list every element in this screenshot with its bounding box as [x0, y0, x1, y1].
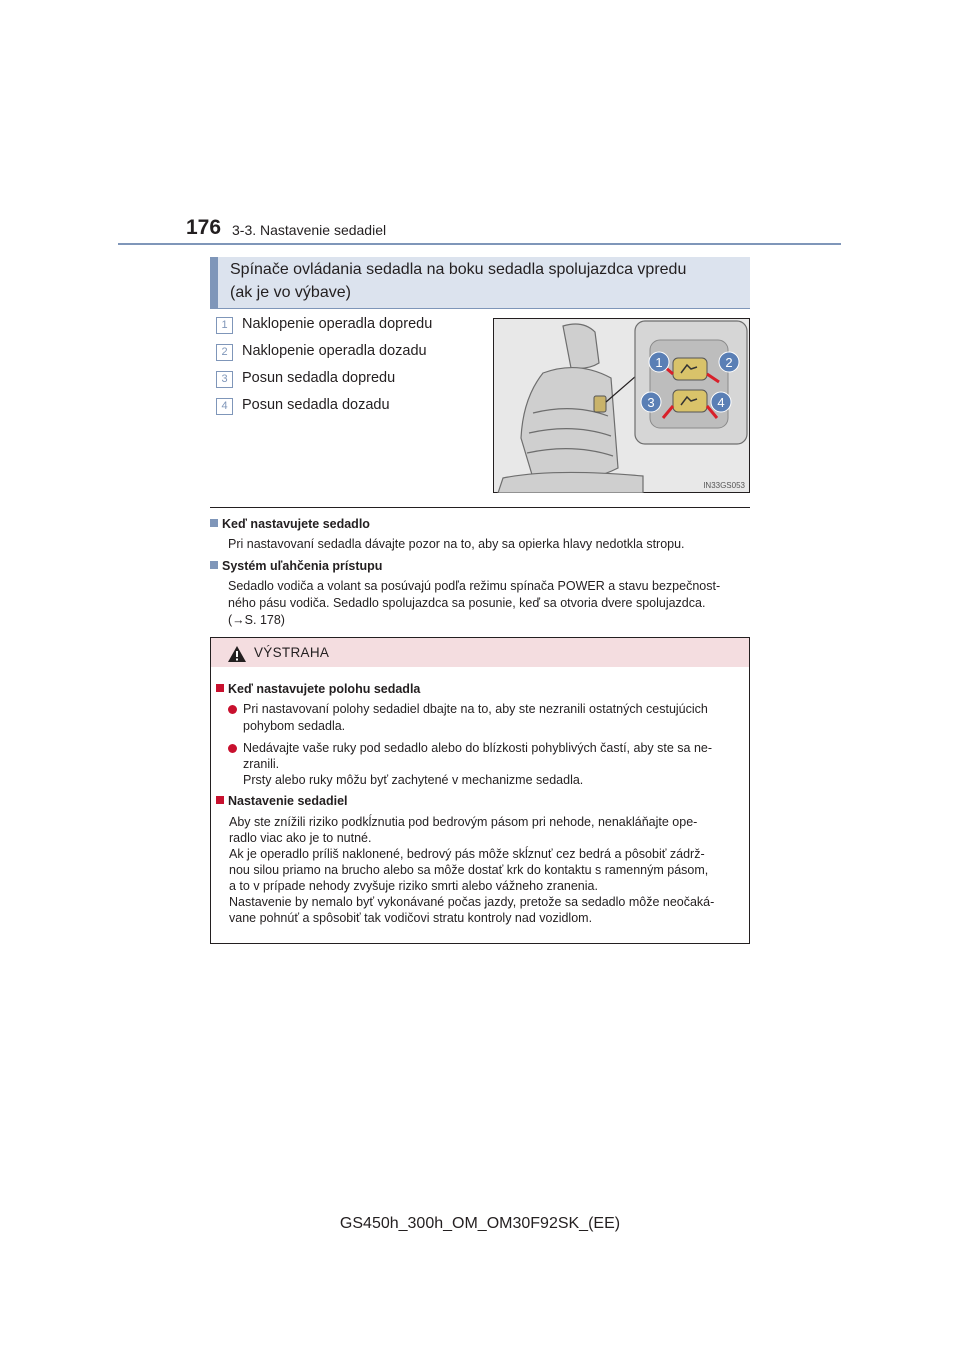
warning-section-heading: Keď nastavujete polohu sedadla: [216, 682, 420, 696]
number-badge: 1: [216, 317, 233, 334]
divider: [210, 507, 750, 508]
list-item-label: Naklopenie operadla dozadu: [242, 343, 427, 359]
warning-section-heading: Nastavenie sedadiel: [216, 794, 348, 808]
square-bullet-icon: [210, 519, 218, 527]
warning-title: VÝSTRAHA: [254, 645, 330, 660]
page-number: 176: [186, 216, 222, 239]
warning-text: Nedávajte vaše ruky pod sedadlo alebo do blízkosti pohyblivých častí, aby ste sa ne-: [243, 741, 713, 755]
warning-text: Pri nastavovaní polohy sedadiel dbajte na to, aby ste nezranili ostatných cestujúcich: [243, 702, 708, 716]
square-bullet-icon: [216, 796, 224, 804]
list-item-label: Naklopenie operadla dopredu: [242, 316, 433, 332]
callout-label: 2: [725, 355, 733, 370]
callout-label: 3: [647, 395, 655, 410]
warning-text: vane pohnúť a spôsobiť tak vodičovi stratu kontroly nad vozidlom.: [229, 911, 593, 925]
side-switch-icon: [594, 396, 606, 412]
footer-manual-code: GS450h_300h_OM_OM30F92SK_(EE): [339, 1215, 621, 1232]
number-badge: 4: [216, 398, 233, 415]
warning-text: Nastavenie by nemalo byť vykonávané počas jazdy, pretože sa sedadlo môže neočaká-: [229, 895, 715, 909]
note-text: ného pásu vodiča. Sedadlo spolujazdca sa posunie, keď sa otvoria dvere spolujazdca.: [228, 596, 706, 610]
callout-label: 1: [655, 355, 663, 370]
seat-switch-illustration: [493, 318, 750, 493]
note-text: Pri nastavovaní sedadla dávajte pozor na to, aby sa opierka hlavy nedotkla stropu.: [228, 537, 685, 551]
warning-text: nou silou priamo na brucho alebo sa môže dostať krk do kontaktu s ramenným pásom,: [229, 863, 709, 877]
warning-text: Ak je operadlo príliš naklonené, bedrový pás môže skĺznuť cez bedrá a pôsobiť zádrž-: [229, 847, 705, 861]
figure-code: IN33GS053: [703, 481, 745, 490]
warning-text: pohybom sedadla.: [243, 719, 346, 733]
warning-text: Aby ste znížili riziko podkĺznutia pod bedrovým pásom pri nehode, nenakláňajte ope-: [229, 815, 698, 829]
section-heading-line-2: (ak je vo výbave): [230, 284, 351, 301]
header-divider: [118, 243, 841, 245]
list-item-label: Posun sedadla dopredu: [242, 370, 396, 386]
section-heading-line-1: Spínače ovládania sedadla na boku sedadla spolujazdca vpredu: [230, 261, 687, 278]
number-badge: 3: [216, 371, 233, 388]
switch-panel-inset: [635, 321, 747, 444]
warning-text: zranili.: [243, 757, 280, 771]
warning-triangle-icon: [227, 645, 247, 663]
bullet-icon: [228, 744, 237, 753]
callout-label: 4: [717, 395, 725, 410]
section-heading: [210, 257, 750, 309]
note-text: Sedadlo vodiča a volant sa posúvajú podľa režimu spínača POWER a stavu bezpečnost-: [228, 579, 721, 593]
number-badge: 2: [216, 344, 233, 361]
section-title: 3-3. Nastavenie sedadiel: [232, 222, 387, 238]
warning-text: Prsty alebo ruky môžu byť zachytené v mechanizme sedadla.: [243, 773, 584, 787]
bullet-icon: [228, 705, 237, 714]
list-item-label: Posun sedadla dozadu: [242, 397, 390, 413]
page-reference: (→S. 178): [228, 613, 285, 627]
square-bullet-icon: [210, 561, 218, 569]
square-bullet-icon: [216, 684, 224, 692]
warning-text: radlo viac ako je to nutné.: [229, 831, 372, 845]
note-heading: Keď nastavujete sedadlo: [210, 517, 370, 531]
section-heading-rule: [210, 308, 750, 309]
warning-text: a to v prípade nehody zvyšuje riziko smrti alebo vážneho zranenia.: [229, 879, 598, 893]
note-heading: Systém uľahčenia prístupu: [210, 559, 382, 573]
